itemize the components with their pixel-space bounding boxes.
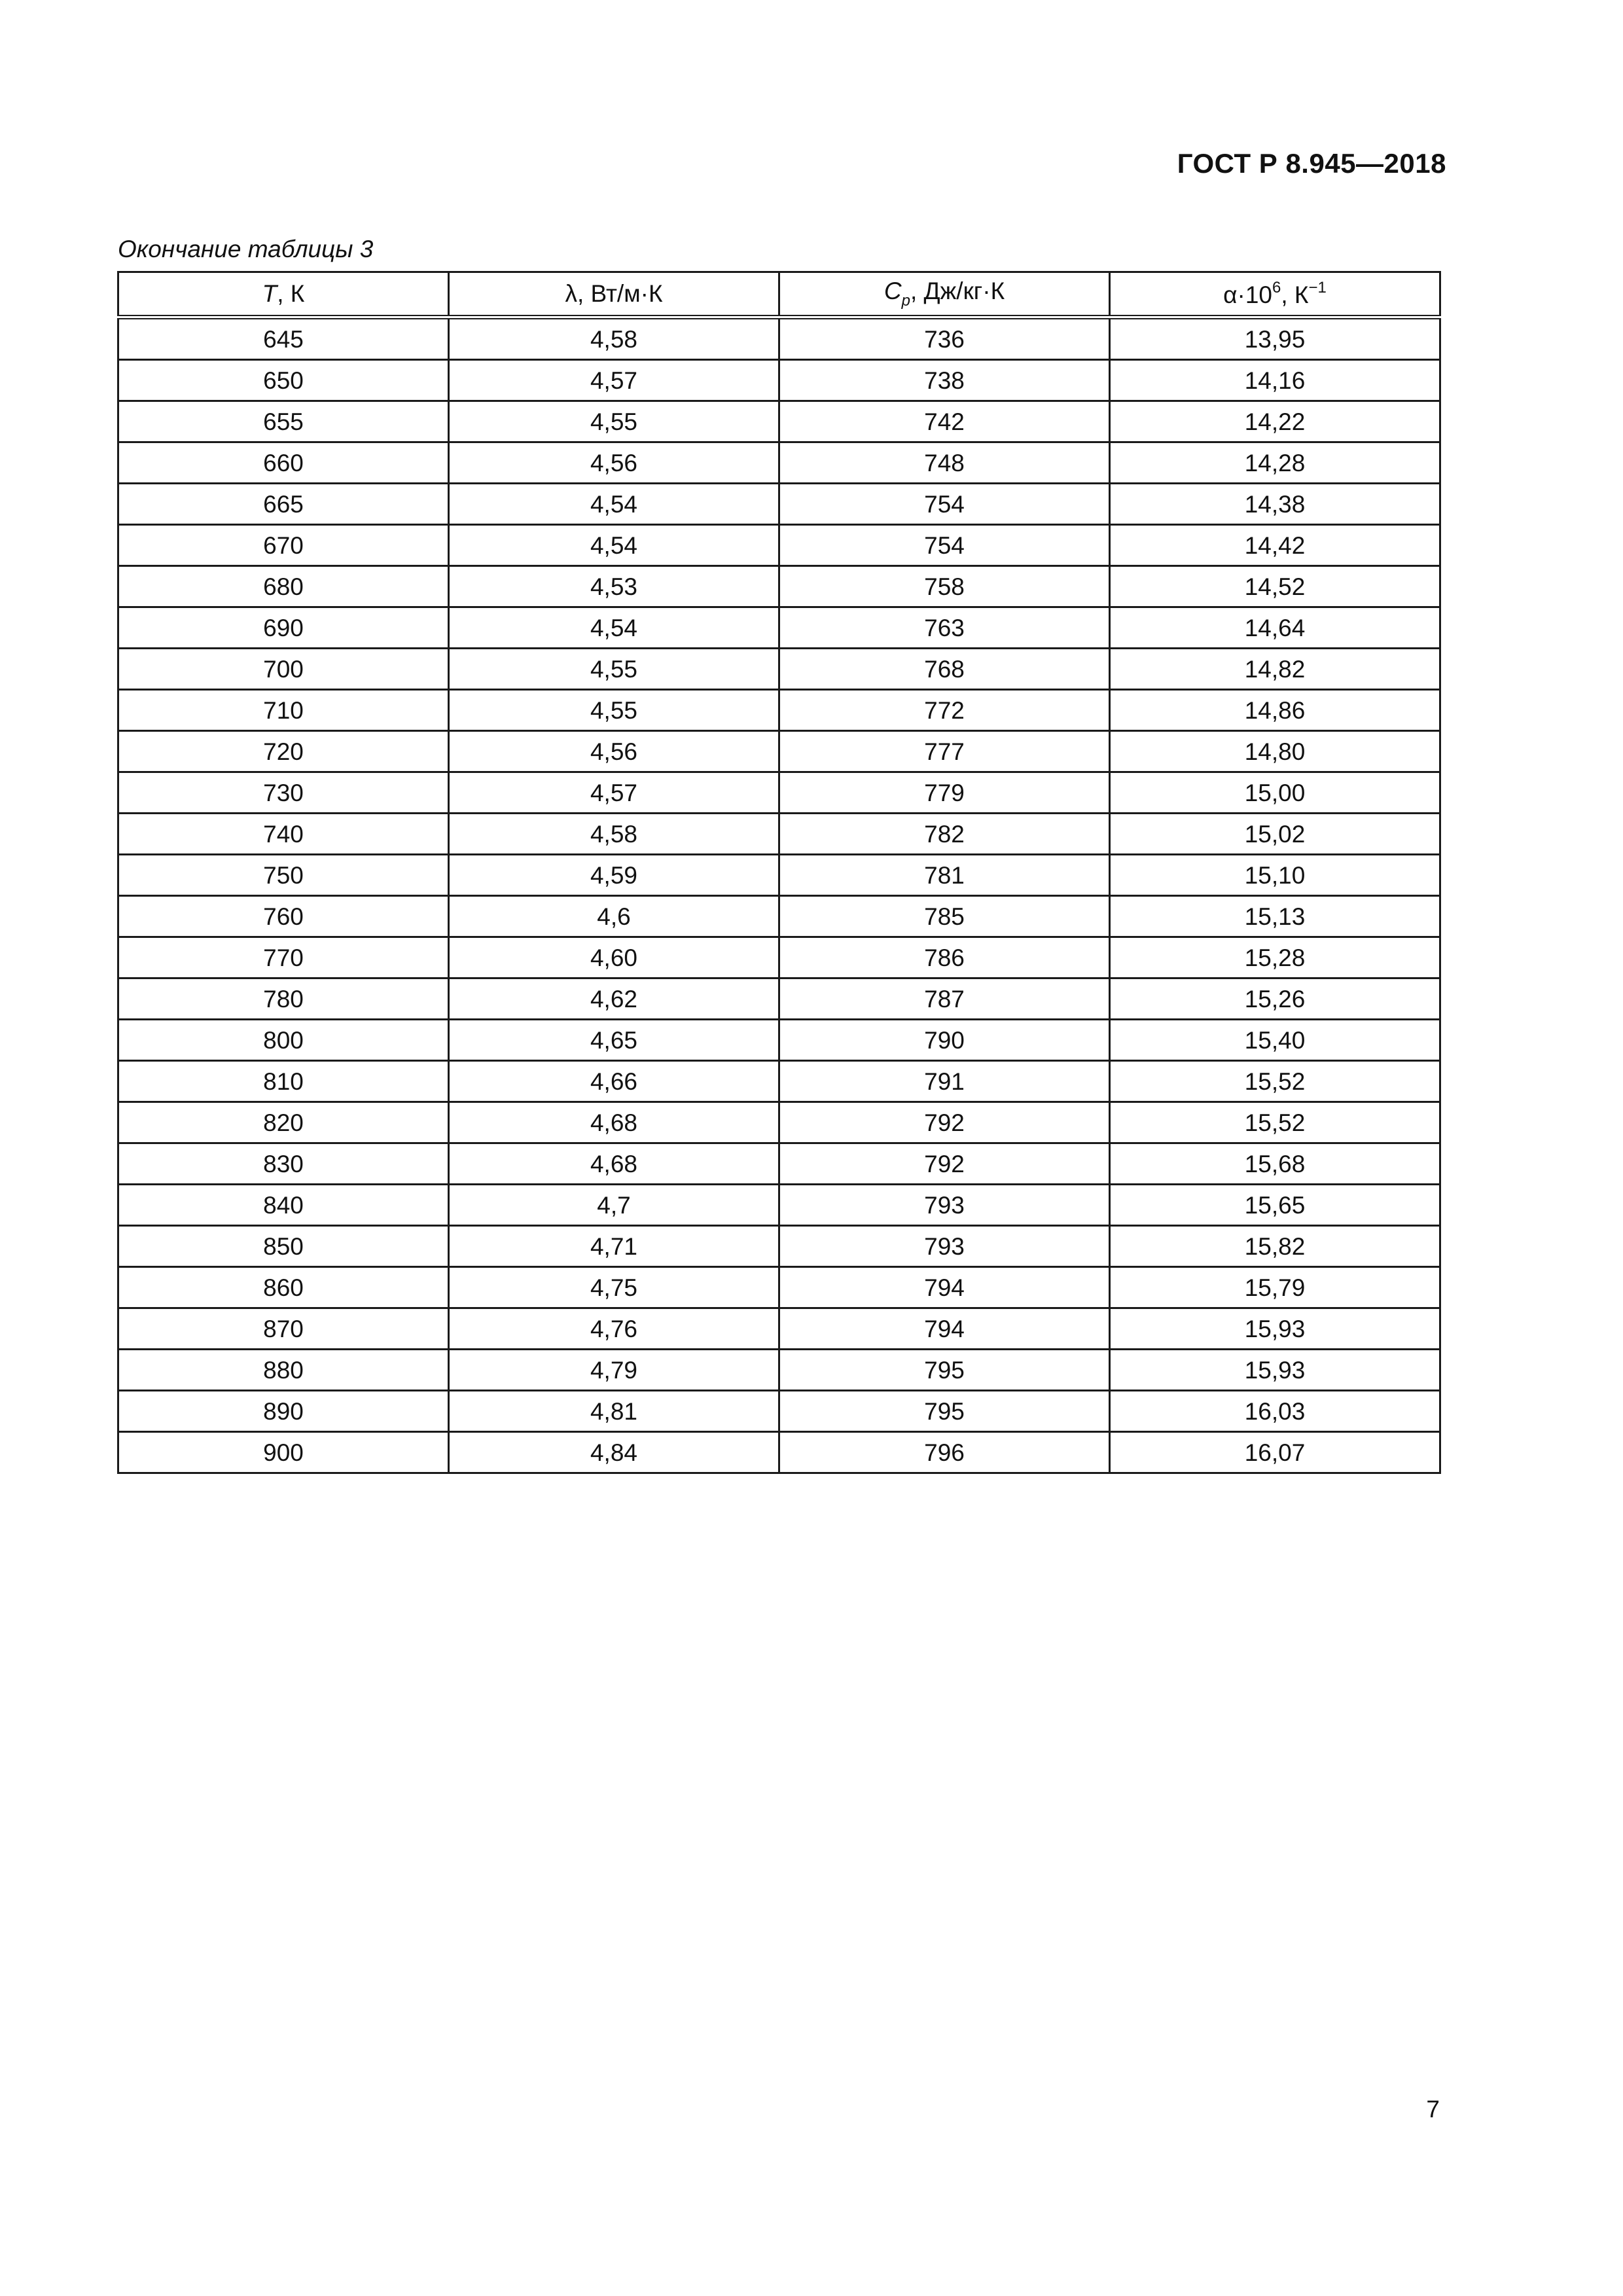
cell-heat-capacity: 792 [779,1102,1110,1143]
column-header-temperature: T, К [118,272,449,317]
cell-conductivity: 4,55 [449,649,779,690]
table-row [118,1267,1440,1308]
table-row [118,1143,1440,1185]
document-code: ГОСТ Р 8.945—2018 [1177,148,1446,179]
cell-conductivity: 4,57 [449,360,779,401]
cell-conductivity: 4,81 [449,1391,779,1432]
cell-expansion: 15,68 [1110,1143,1440,1185]
table-row [118,1226,1440,1267]
data-table-container [117,271,1441,1474]
cell-heat-capacity: 763 [779,607,1110,649]
cell-conductivity: 4,55 [449,401,779,442]
cell-heat-capacity: 793 [779,1226,1110,1267]
table-row [118,896,1440,937]
data-table [117,271,1441,1474]
table-body [118,317,1440,1473]
table-row [118,1391,1440,1432]
cell-conductivity: 4,54 [449,484,779,525]
cell-temperature: 700 [118,649,449,690]
cell-heat-capacity: 785 [779,896,1110,937]
cell-expansion: 15,79 [1110,1267,1440,1308]
cell-temperature: 900 [118,1432,449,1473]
cell-temperature: 880 [118,1350,449,1391]
cell-heat-capacity: 792 [779,1143,1110,1185]
table-row [118,937,1440,978]
cell-heat-capacity: 742 [779,401,1110,442]
cell-heat-capacity: 777 [779,731,1110,772]
table-caption: Окончание таблицы 3 [118,236,374,262]
cell-heat-capacity: 738 [779,360,1110,401]
table-row [118,772,1440,814]
cell-expansion: 14,64 [1110,607,1440,649]
cell-conductivity: 4,53 [449,566,779,607]
cell-temperature: 655 [118,401,449,442]
cell-temperature: 840 [118,1185,449,1226]
cell-expansion: 14,80 [1110,731,1440,772]
cell-temperature: 720 [118,731,449,772]
table-row [118,1102,1440,1143]
cell-conductivity: 4,57 [449,772,779,814]
cell-expansion: 14,42 [1110,525,1440,566]
cell-temperature: 680 [118,566,449,607]
cell-temperature: 860 [118,1267,449,1308]
cell-heat-capacity: 796 [779,1432,1110,1473]
cell-expansion: 15,28 [1110,937,1440,978]
table-row [118,484,1440,525]
cell-heat-capacity: 794 [779,1308,1110,1350]
cell-temperature: 890 [118,1391,449,1432]
cell-heat-capacity: 786 [779,937,1110,978]
cell-expansion: 15,65 [1110,1185,1440,1226]
cell-conductivity: 4,59 [449,855,779,896]
cell-expansion: 13,95 [1110,317,1440,360]
cell-temperature: 760 [118,896,449,937]
cell-expansion: 15,02 [1110,814,1440,855]
cell-temperature: 810 [118,1061,449,1102]
column-header-heat-capacity: $C_p$, Дж/кг·К [779,272,1110,317]
cell-expansion: 14,28 [1110,442,1440,484]
column-header-conductivity: λ, Вт/м·К [449,272,779,317]
cell-expansion: 15,00 [1110,772,1440,814]
cell-expansion: 15,93 [1110,1308,1440,1350]
cell-temperature: 690 [118,607,449,649]
cell-temperature: 645 [118,317,449,360]
cell-expansion: 15,93 [1110,1350,1440,1391]
cell-conductivity: 4,65 [449,1020,779,1061]
cell-expansion: 15,52 [1110,1102,1440,1143]
table-row [118,401,1440,442]
cell-expansion: 16,07 [1110,1432,1440,1473]
table-row [118,317,1440,360]
cell-conductivity: 4,76 [449,1308,779,1350]
table-row [118,525,1440,566]
cell-expansion: 15,52 [1110,1061,1440,1102]
cell-temperature: 820 [118,1102,449,1143]
table-row [118,607,1440,649]
cell-heat-capacity: 772 [779,690,1110,731]
cell-expansion: 14,16 [1110,360,1440,401]
cell-conductivity: 4,75 [449,1267,779,1308]
cell-conductivity: 4,6 [449,896,779,937]
table-row [118,1308,1440,1350]
cell-heat-capacity: 790 [779,1020,1110,1061]
cell-conductivity: 4,79 [449,1350,779,1391]
cell-heat-capacity: 793 [779,1185,1110,1226]
cell-expansion: 14,38 [1110,484,1440,525]
table-row [118,814,1440,855]
cell-expansion: 15,10 [1110,855,1440,896]
cell-temperature: 780 [118,978,449,1020]
cell-heat-capacity: 794 [779,1267,1110,1308]
cell-conductivity: 4,71 [449,1226,779,1267]
page-number: 7 [1426,2096,1440,2123]
cell-heat-capacity: 795 [779,1391,1110,1432]
cell-heat-capacity: 781 [779,855,1110,896]
cell-heat-capacity: 768 [779,649,1110,690]
cell-heat-capacity: 795 [779,1350,1110,1391]
cell-conductivity: 4,55 [449,690,779,731]
cell-temperature: 730 [118,772,449,814]
cell-expansion: 14,22 [1110,401,1440,442]
cell-heat-capacity: 779 [779,772,1110,814]
cell-conductivity: 4,58 [449,317,779,360]
cell-expansion: 14,82 [1110,649,1440,690]
cell-expansion: 14,86 [1110,690,1440,731]
cell-expansion: 15,26 [1110,978,1440,1020]
cell-conductivity: 4,60 [449,937,779,978]
table-row [118,1185,1440,1226]
cell-conductivity: 4,68 [449,1102,779,1143]
cell-temperature: 660 [118,442,449,484]
cell-heat-capacity: 748 [779,442,1110,484]
cell-conductivity: 4,56 [449,442,779,484]
cell-temperature: 850 [118,1226,449,1267]
cell-expansion: 15,13 [1110,896,1440,937]
table-row [118,1350,1440,1391]
cell-temperature: 770 [118,937,449,978]
table-row [118,1061,1440,1102]
cell-heat-capacity: 782 [779,814,1110,855]
cell-heat-capacity: 754 [779,525,1110,566]
table-header-row [118,272,1440,317]
cell-temperature: 830 [118,1143,449,1185]
cell-expansion: 14,52 [1110,566,1440,607]
cell-expansion: 15,82 [1110,1226,1440,1267]
cell-temperature: 650 [118,360,449,401]
cell-temperature: 870 [118,1308,449,1350]
cell-conductivity: 4,58 [449,814,779,855]
cell-expansion: 16,03 [1110,1391,1440,1432]
cell-conductivity: 4,62 [449,978,779,1020]
cell-temperature: 740 [118,814,449,855]
cell-heat-capacity: 758 [779,566,1110,607]
cell-temperature: 750 [118,855,449,896]
cell-conductivity: 4,84 [449,1432,779,1473]
cell-heat-capacity: 736 [779,317,1110,360]
table-row [118,978,1440,1020]
cell-temperature: 710 [118,690,449,731]
column-header-expansion: $\alpha\cdot 10^6$, $К^{-1}$ [1110,272,1440,317]
cell-heat-capacity: 787 [779,978,1110,1020]
table-row [118,855,1440,896]
cell-conductivity: 4,54 [449,525,779,566]
cell-temperature: 665 [118,484,449,525]
cell-expansion: 15,40 [1110,1020,1440,1061]
cell-temperature: 670 [118,525,449,566]
cell-conductivity: 4,56 [449,731,779,772]
table-row [118,731,1440,772]
cell-conductivity: 4,68 [449,1143,779,1185]
table-row [118,1020,1440,1061]
cell-conductivity: 4,54 [449,607,779,649]
cell-conductivity: 4,7 [449,1185,779,1226]
table-row [118,566,1440,607]
cell-heat-capacity: 791 [779,1061,1110,1102]
table-row [118,690,1440,731]
cell-conductivity: 4,66 [449,1061,779,1102]
table-row [118,649,1440,690]
table-row [118,442,1440,484]
cell-temperature: 800 [118,1020,449,1061]
table-row [118,1432,1440,1473]
table-row [118,360,1440,401]
cell-heat-capacity: 754 [779,484,1110,525]
